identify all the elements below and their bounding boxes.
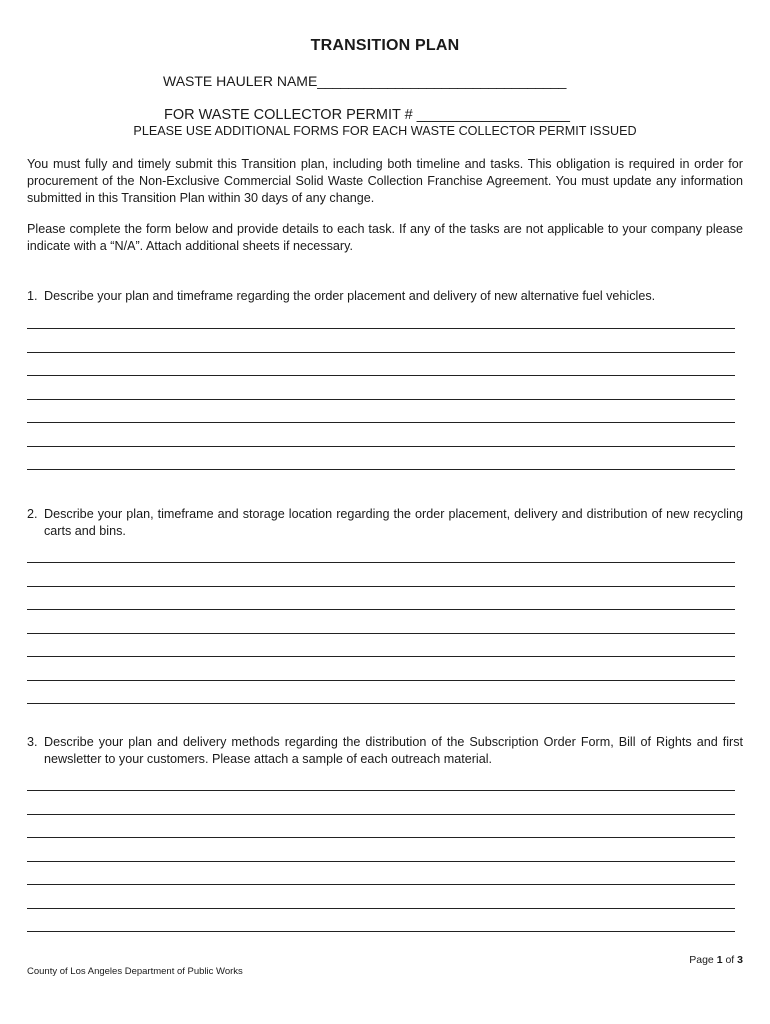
page-number [650,954,743,966]
waste-hauler-name-blank[interactable]: ________________________________ [317,73,567,89]
footer-organization: County of Los Angeles Department of Public Works [27,966,243,977]
intro-paragraph-obligation: You must fully and timely submit this Transition plan, including both timeline and tasks. This obligation is required in order for procurement of the Non-Exclusive Commercial Solid Waste Collection Franchise Agreement. You must update any information submitted in this Transition Plan within 30 days of any change. [27,157,743,205]
page-prefix: Page [689,954,714,966]
question-number: 1. [27,289,38,303]
answer-line[interactable] [27,884,735,885]
answer-line[interactable] [27,328,735,329]
page-current: 1 [716,954,723,966]
question-3 [27,734,743,768]
answer-line[interactable] [27,814,735,815]
answer-line[interactable] [27,446,735,447]
page-of: of [725,954,735,966]
question-number: 3. [27,735,38,749]
page-total: 3 [737,954,743,966]
answer-line[interactable] [27,375,735,376]
answer-line[interactable] [27,609,735,610]
question-text: Describe your plan and timeframe regarding the order placement and delivery of new alternative fuel vehicles. [44,289,656,303]
answer-line[interactable] [27,586,735,587]
answer-line[interactable] [27,837,735,838]
answer-line[interactable] [27,680,735,681]
answer-line[interactable] [27,790,735,791]
question-text: Describe your plan and delivery methods regarding the distribution of the Subscription Order Form, Bill of Rights and first newsletter to your customers. Please attach a sample of each outreach material. [44,735,743,766]
answer-line[interactable] [27,469,735,470]
answer-line[interactable] [27,656,735,657]
answer-line[interactable] [27,908,735,909]
answer-line[interactable] [27,352,735,353]
answer-line[interactable] [27,703,735,704]
permit-label: FOR WASTE COLLECTOR PERMIT # [164,107,413,123]
question-number: 2. [27,507,38,521]
question-text: Describe your plan, timeframe and storage location regarding the order placement, delivery and distribution of new recycling carts and bins. [44,507,743,538]
waste-hauler-name-label: WASTE HAULER NAME [163,73,318,89]
question-2 [27,506,743,540]
page-title: TRANSITION PLAN [310,37,460,54]
intro-paragraph-instructions: Please complete the form below and provide details to each task. If any of the tasks are not applicable to your company please indicate with a “N/A”. Attach additional sheets if necessary. [27,222,743,253]
question-1 [27,288,743,305]
waste-hauler-name-field[interactable] [163,73,566,89]
waste-collector-permit-field[interactable] [164,107,570,123]
answer-line[interactable] [27,861,735,862]
additional-forms-notice: PLEASE USE ADDITIONAL FORMS FOR EACH WASTE COLLECTOR PERMIT ISSUED [133,124,637,138]
permit-blank[interactable]: ___________________ [416,107,570,123]
answer-line[interactable] [27,422,735,423]
answer-line[interactable] [27,399,735,400]
answer-line[interactable] [27,931,735,932]
answer-line[interactable] [27,562,735,563]
answer-line[interactable] [27,633,735,634]
